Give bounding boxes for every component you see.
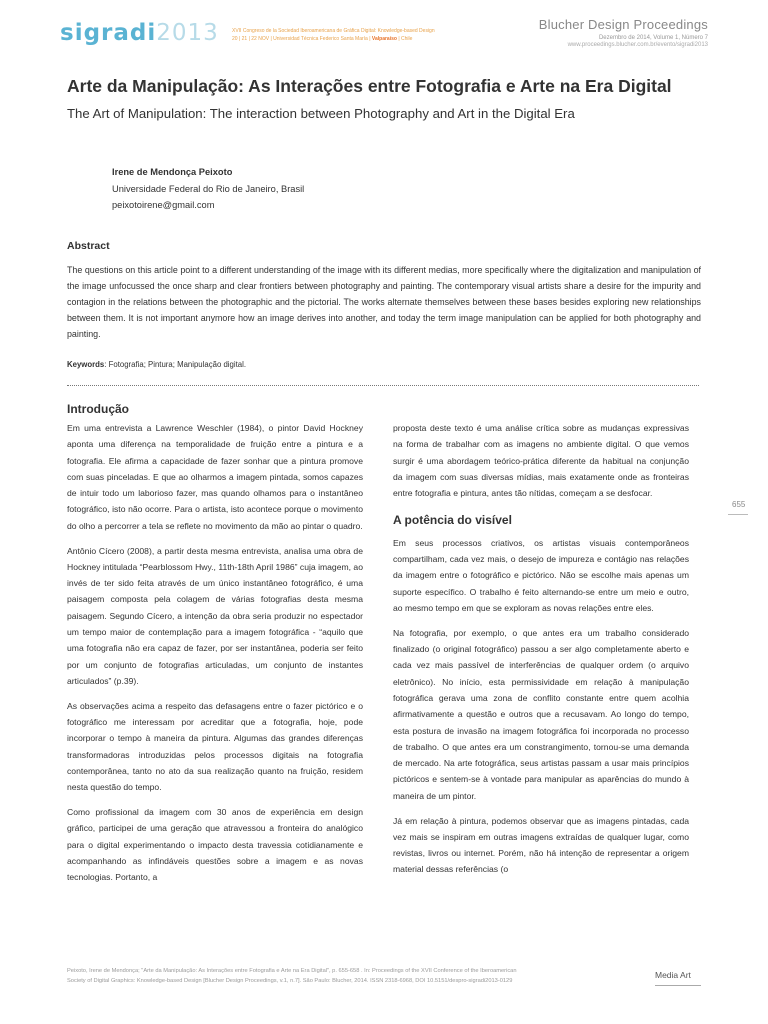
section-heading-introducao: Introdução	[67, 402, 129, 416]
publisher-name: Blucher Design Proceedings	[538, 17, 708, 32]
page-number: 655	[732, 500, 746, 509]
sigradi-logo	[60, 20, 219, 46]
conference-line-1: XVII Congreso de la Sociedad Iberoamericana de Gráfica Digital: Knowledge-based Design	[232, 28, 435, 34]
logo-year: 2013	[156, 20, 219, 46]
publisher-block	[539, 17, 708, 48]
paragraph: proposta deste texto é uma análise crítica sobre as mudanças expressivas na forma de trabalhar com as imagens no ambiente digital. O que vemos surgir é uma abordagem teórico-prática diferente da habitual na conjunção da imagem com suas diversas mídias, mais exatamente onde as fronteiras entre fotografia e pintura, antes tão nítidas, começam a se desfocar.	[393, 423, 689, 499]
section-divider	[67, 385, 699, 386]
paragraph: Já em relação à pintura, podemos observar que as imagens pintadas, cada vez mais se inspiram em outras imagens extraídas de qualquer lugar, como revistas, livros ou internet. Porém, não há intenção de representar a origem material dessas referências (o	[393, 815, 689, 875]
keywords-label: Keywords	[67, 360, 105, 369]
issue-info: Dezembro de 2014, Volume 1, Número 7	[598, 35, 708, 41]
paragraph: Em uma entrevista a Lawrence Weschler (1984), o pintor David Hockney aponta uma diferença na temporalidade de fruição entre a pintura e a fotografia. Ele afirma a capacidade de fazer sonhar que a pintura promove com suas pinceladas. E que ao olharmos a imagem pintada, somos capazes de intuir todo um laborioso fazer, mas quando olhamos para o instantâneo fotográfico, isto não ocorre. Para o artista, isto acontece porque o movimento do olho a percorrer a tela se reflete no movimento da mão ao pintar o quadro.	[67, 423, 363, 531]
conference-info	[232, 27, 462, 43]
logo-main: sigradi	[60, 20, 157, 46]
footer-section-rule	[655, 985, 701, 986]
footer-citation: Peixoto, Irene de Mendonça; "Arte da Manipulação: As Interações entre Fotografia e Arte na Era Digital", p. 655-658 . In: Proceedings of the XVII Conference of the Iberoamerican Society of Digital Graphics: Knowledge-based Design [Blucher Design Proceedings, v.1, n.7]. São Paulo: Blucher, 2014. ISSN 2318-6968, DOI 10.5151/despro-sigradi2013-0129	[67, 968, 517, 984]
abstract-heading: Abstract	[67, 240, 110, 252]
section-heading-potencia: A potência do visível	[393, 513, 512, 528]
publisher-url[interactable]: www.proceedings.blucher.com.br/evento/sigradi2013	[567, 42, 708, 48]
conference-city: Valparaíso	[371, 36, 397, 42]
keywords	[67, 360, 246, 369]
footer-section: Media Art	[655, 970, 691, 980]
conference-dates: 20 | 21 | 22 NOV | Universidad Técnica Federico Santa María |	[232, 36, 371, 42]
right-column	[393, 420, 689, 886]
page-number-rule	[728, 514, 748, 515]
author-block	[112, 164, 304, 214]
left-column	[67, 420, 363, 894]
author-email[interactable]: peixotoirene@gmail.com	[112, 200, 215, 210]
paragraph: Antônio Cícero (2008), a partir desta mesma entrevista, analisa uma obra de Hockney intitulada “Pearblossom Hwy., 11th-18th April 1986” cuja imagem, ao invés de ter sido feita através de um único instantâneo fotográfico, é uma paisagem composta pela colagem de várias fotografias desta mesma paisagem. Segundo Cícero, a intenção da obra seria produzir no espectador um tempo maior de contemplação para a imagem fotográfica - “aquilo que uma fotografia não era capaz de fazer, por ser instantânea, poderia ser feito por um conjunto de fotografias articuladas, um conjunto de instantes articulados” (p.39).	[67, 545, 363, 686]
abstract-text: The questions on this article point to a different understanding of the image with its different medias, more specifically where the digitalization and manipulation of the image unfocussed the once sharp and clear frontiers between photography and painting. The contemporary visual artists share a desire for the impurity and contagion in the relations between the photographic and the pictorial. The works alternate themselves between these bases besides exploring new relationships between them. It is not important anymore how an image derives into another, and today the term image manipulation can be applied for both photography and painting.	[67, 265, 701, 339]
conference-line-2	[232, 35, 462, 43]
keywords-text: : Fotografia; Pintura; Manipulação digital.	[104, 360, 246, 369]
paragraph: Em seus processos criativos, os artistas visuais contemporâneos compartilham, cada vez mais, o desejo de impureza e contágio nas relações da imagem entre o fotográfico e pictórico. Não se escolhe mais apenas um suporte específico. O trabalho é feito alternando-se entre um meio e outro, ao mesmo tempo em que se exploram as novas relações entre eles.	[393, 537, 689, 613]
paragraph: Na fotografia, por exemplo, o que antes era um trabalho considerado finalizado (o original fotográfico) passou a ser algo completamente aberto e cada vez mais passível de interferências de qualquer ordem (o arquivo eletrônico). No início, esta permissividade em relação à manipulação fotográfica gerava uma zona de conflito constante entre quem acolhia afirmativamente a questão e outros que a recusavam. Ao longo do tempo, esta postura de invasão na imagem fotográfica foi incorporada no processo de trabalho. O que antes era um constrangimento, tornou-se uma demanda de mercado. Na arte fotográfica, seus artistas passam a usar mais princípios pictóricos e sentem-se à vontade para manipular as aparências do mundo à maneira de um pintor.	[393, 627, 689, 801]
conference-country: | Chile	[398, 36, 413, 42]
page-header	[0, 0, 768, 60]
paragraph: As observações acima a respeito das defasagens entre o fazer pictórico e o fotográfico me interessam por acreditar que a fotografia, hoje, pode incorporar o tempo à maneira da pintura. Algumas das grandes diferenças transformadoras introduzidas pelos processos digitais na fotografia contemporânea, tanto no ato da sua realização quanto na fruição, residem nesta questão do tempo.	[67, 700, 363, 793]
title-english: The Art of Manipulation: The interaction between Photography and Art in the Digital Era	[67, 106, 575, 121]
author-affiliation: Universidade Federal do Rio de Janeiro, Brasil	[112, 183, 305, 194]
author-name: Irene de Mendonça Peixoto	[112, 167, 233, 177]
title-portuguese: Arte da Manipulação: As Interações entre Fotografia e Arte na Era Digital	[67, 76, 672, 96]
paragraph: Como profissional da imagem com 30 anos de experiência em design gráfico, participei de uma geração que atravessou a fronteira do analógico para o digital experimentando o impacto desta travessia cotidianamente e acompanhando as infindáveis questões sobre a imagem e as novas tecnologias. Portanto, a	[67, 807, 363, 883]
